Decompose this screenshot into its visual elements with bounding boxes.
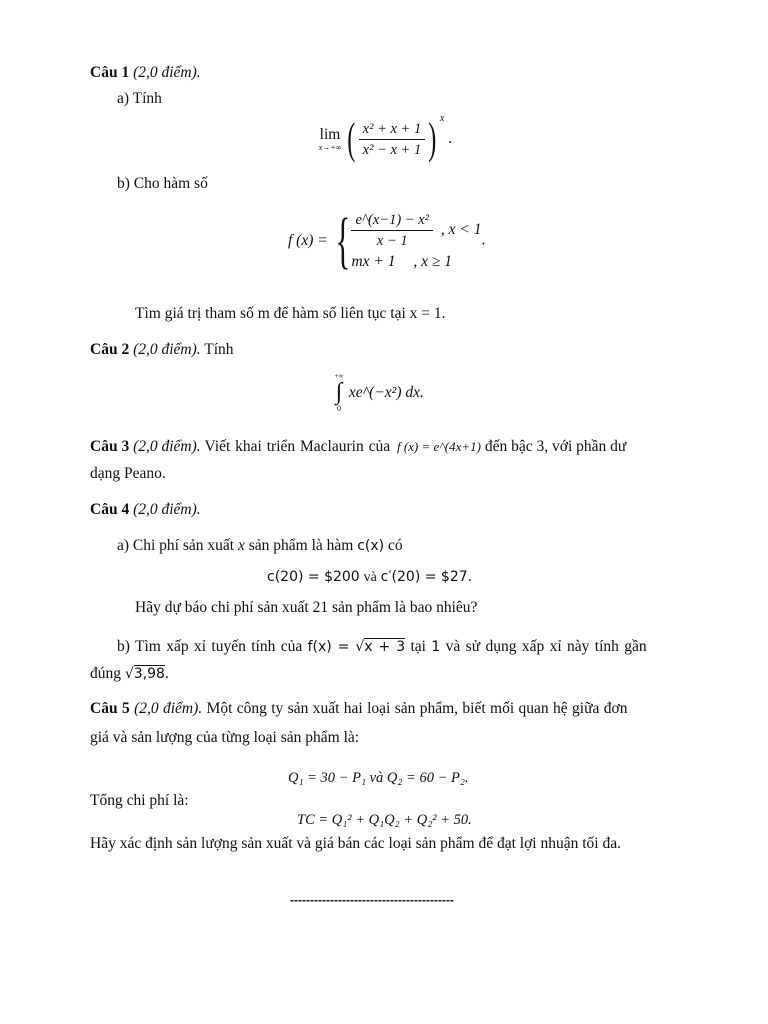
- case1-numerator: e^(x−1) − x²: [351, 210, 433, 231]
- q3-line-1: [90, 438, 626, 456]
- q5-cost-formula: TC = Q₁² + Q₁Q₂ + Q₂² + 50.: [297, 812, 472, 828]
- q4b-sqrt: √3,98: [124, 666, 165, 682]
- case2-expression: mx + 1: [351, 253, 396, 270]
- q4a-text-1: a) Chi phí sản xuất: [117, 537, 235, 554]
- q2-points: (2,0 điểm).: [133, 341, 201, 358]
- q5-demand-formula: Q₁ = 30 − P₁ và Q₂ = 60 − P₂.: [288, 770, 469, 786]
- q2-title: Câu 2: [90, 341, 130, 358]
- q5-title: Câu 5: [90, 700, 130, 717]
- q5-task: Hãy xác định sản lượng sản xuất và giá bán các loại sản phẩm để đạt lợi nhuận tối đa.: [90, 835, 621, 852]
- q4-title: Câu 4: [90, 501, 130, 518]
- q3-title: Câu 3: [90, 438, 130, 455]
- q1b-label: b) Cho hàm số: [117, 175, 208, 192]
- lim-period: .: [448, 130, 453, 147]
- integral-upper: +∞: [334, 372, 344, 380]
- q4a-and: và: [363, 570, 377, 585]
- end-divider: -----------------------------------------: [290, 893, 454, 907]
- q4a-cond-1: c(20) = $200: [267, 569, 360, 585]
- q5-cost-label: Tổng chi phí là:: [90, 792, 189, 809]
- q4b-line-2: [90, 665, 169, 683]
- q4-heading: [90, 501, 201, 519]
- q5-line-2: giá và sản lượng của từng loại sản phẩm là:: [90, 729, 360, 746]
- case2-condition: , x ≥ 1: [413, 253, 453, 270]
- q4a-func: c(x): [357, 538, 385, 554]
- q3-text-2: đến bậc 3, với phần dư: [484, 438, 627, 455]
- q4b-text-4: đúng: [90, 665, 121, 682]
- q4b-func: f(x) = √x + 3: [307, 639, 406, 655]
- integral-sign-icon: ∫: [335, 379, 343, 405]
- q4b-text-3: và sử dụng xấp xỉ này tính gần: [445, 638, 647, 655]
- q4a-text-2: sản phẩm là hàm: [248, 537, 354, 554]
- case1-condition: , x < 1: [440, 221, 482, 239]
- lim-exponent: x: [439, 113, 445, 124]
- q5-line-1: [90, 700, 627, 718]
- q4b-point: 1: [431, 639, 441, 655]
- q4b-line-1: [117, 638, 647, 656]
- piecewise-lhs: f (x) =: [288, 231, 328, 249]
- lim-numerator: x² + x + 1: [359, 119, 426, 140]
- q1-piecewise-formula: f (x) = { $\frac{\text{e\textasciicircum{}(x−1) − x²}}{x - 1}$ , x < 1 mx + 1 , x ≥ 1 .: [288, 206, 486, 275]
- q3-points: (2,0 điểm).: [133, 438, 201, 455]
- lim-operator: lim: [319, 125, 341, 143]
- piecewise-period: .: [481, 231, 486, 249]
- integral-lower: 0: [337, 404, 341, 413]
- q4a-var: x: [237, 537, 245, 554]
- lim-denominator: x² − x + 1: [362, 141, 422, 158]
- q1-points: (2,0 điểm).: [133, 64, 201, 81]
- q4a-text-3: có: [388, 537, 403, 554]
- q3-formula: f (x) = e^(4x+1): [396, 439, 481, 454]
- case1-denominator: x − 1: [376, 233, 408, 249]
- integral-integrand: xe^(−x²) dx.: [348, 384, 424, 401]
- q4a-line: [117, 537, 403, 555]
- q4a-cond-2: c′(20) = $27.: [380, 569, 473, 585]
- q1a-label: a) Tính: [117, 90, 162, 107]
- q1-limit-formula: lim x→+∞ ( $\frac{\text{x² + x + 1}}{\text{x² − x + 1}}$ ) $^x$ .: [316, 113, 452, 169]
- q4-points: (2,0 điểm).: [133, 501, 201, 518]
- q1-task: Tìm giá trị tham số m để hàm số liên tục tại x = 1.: [135, 305, 446, 322]
- q5-text-1: Một công ty sản xuất hai loại sản phẩm, biết mối quan hệ giữa đơn: [206, 700, 628, 717]
- q5-points: (2,0 điểm).: [134, 700, 203, 717]
- q4b-end: .: [164, 665, 169, 682]
- q4b-value: 3,98: [133, 666, 165, 682]
- q2-heading: [90, 341, 234, 359]
- q4b-text-2: tại: [410, 638, 426, 655]
- q2-integral-formula: [333, 372, 424, 422]
- q4a-question: Hãy dự báo chi phí sản xuất 21 sản phẩm là bao nhiêu?: [135, 599, 478, 616]
- q4b-text-1: b) Tìm xấp xỉ tuyến tính của: [117, 638, 303, 655]
- q4a-conditions: [267, 568, 472, 586]
- lim-subscript: x→+∞: [318, 142, 342, 152]
- q3-text-1: Viết khai triển Maclaurin của: [204, 438, 391, 455]
- q3-line-2: dạng Peano.: [90, 465, 166, 482]
- q1-title: Câu 1: [90, 64, 130, 81]
- q1-heading: [90, 64, 201, 82]
- q2-text: Tính: [204, 341, 234, 358]
